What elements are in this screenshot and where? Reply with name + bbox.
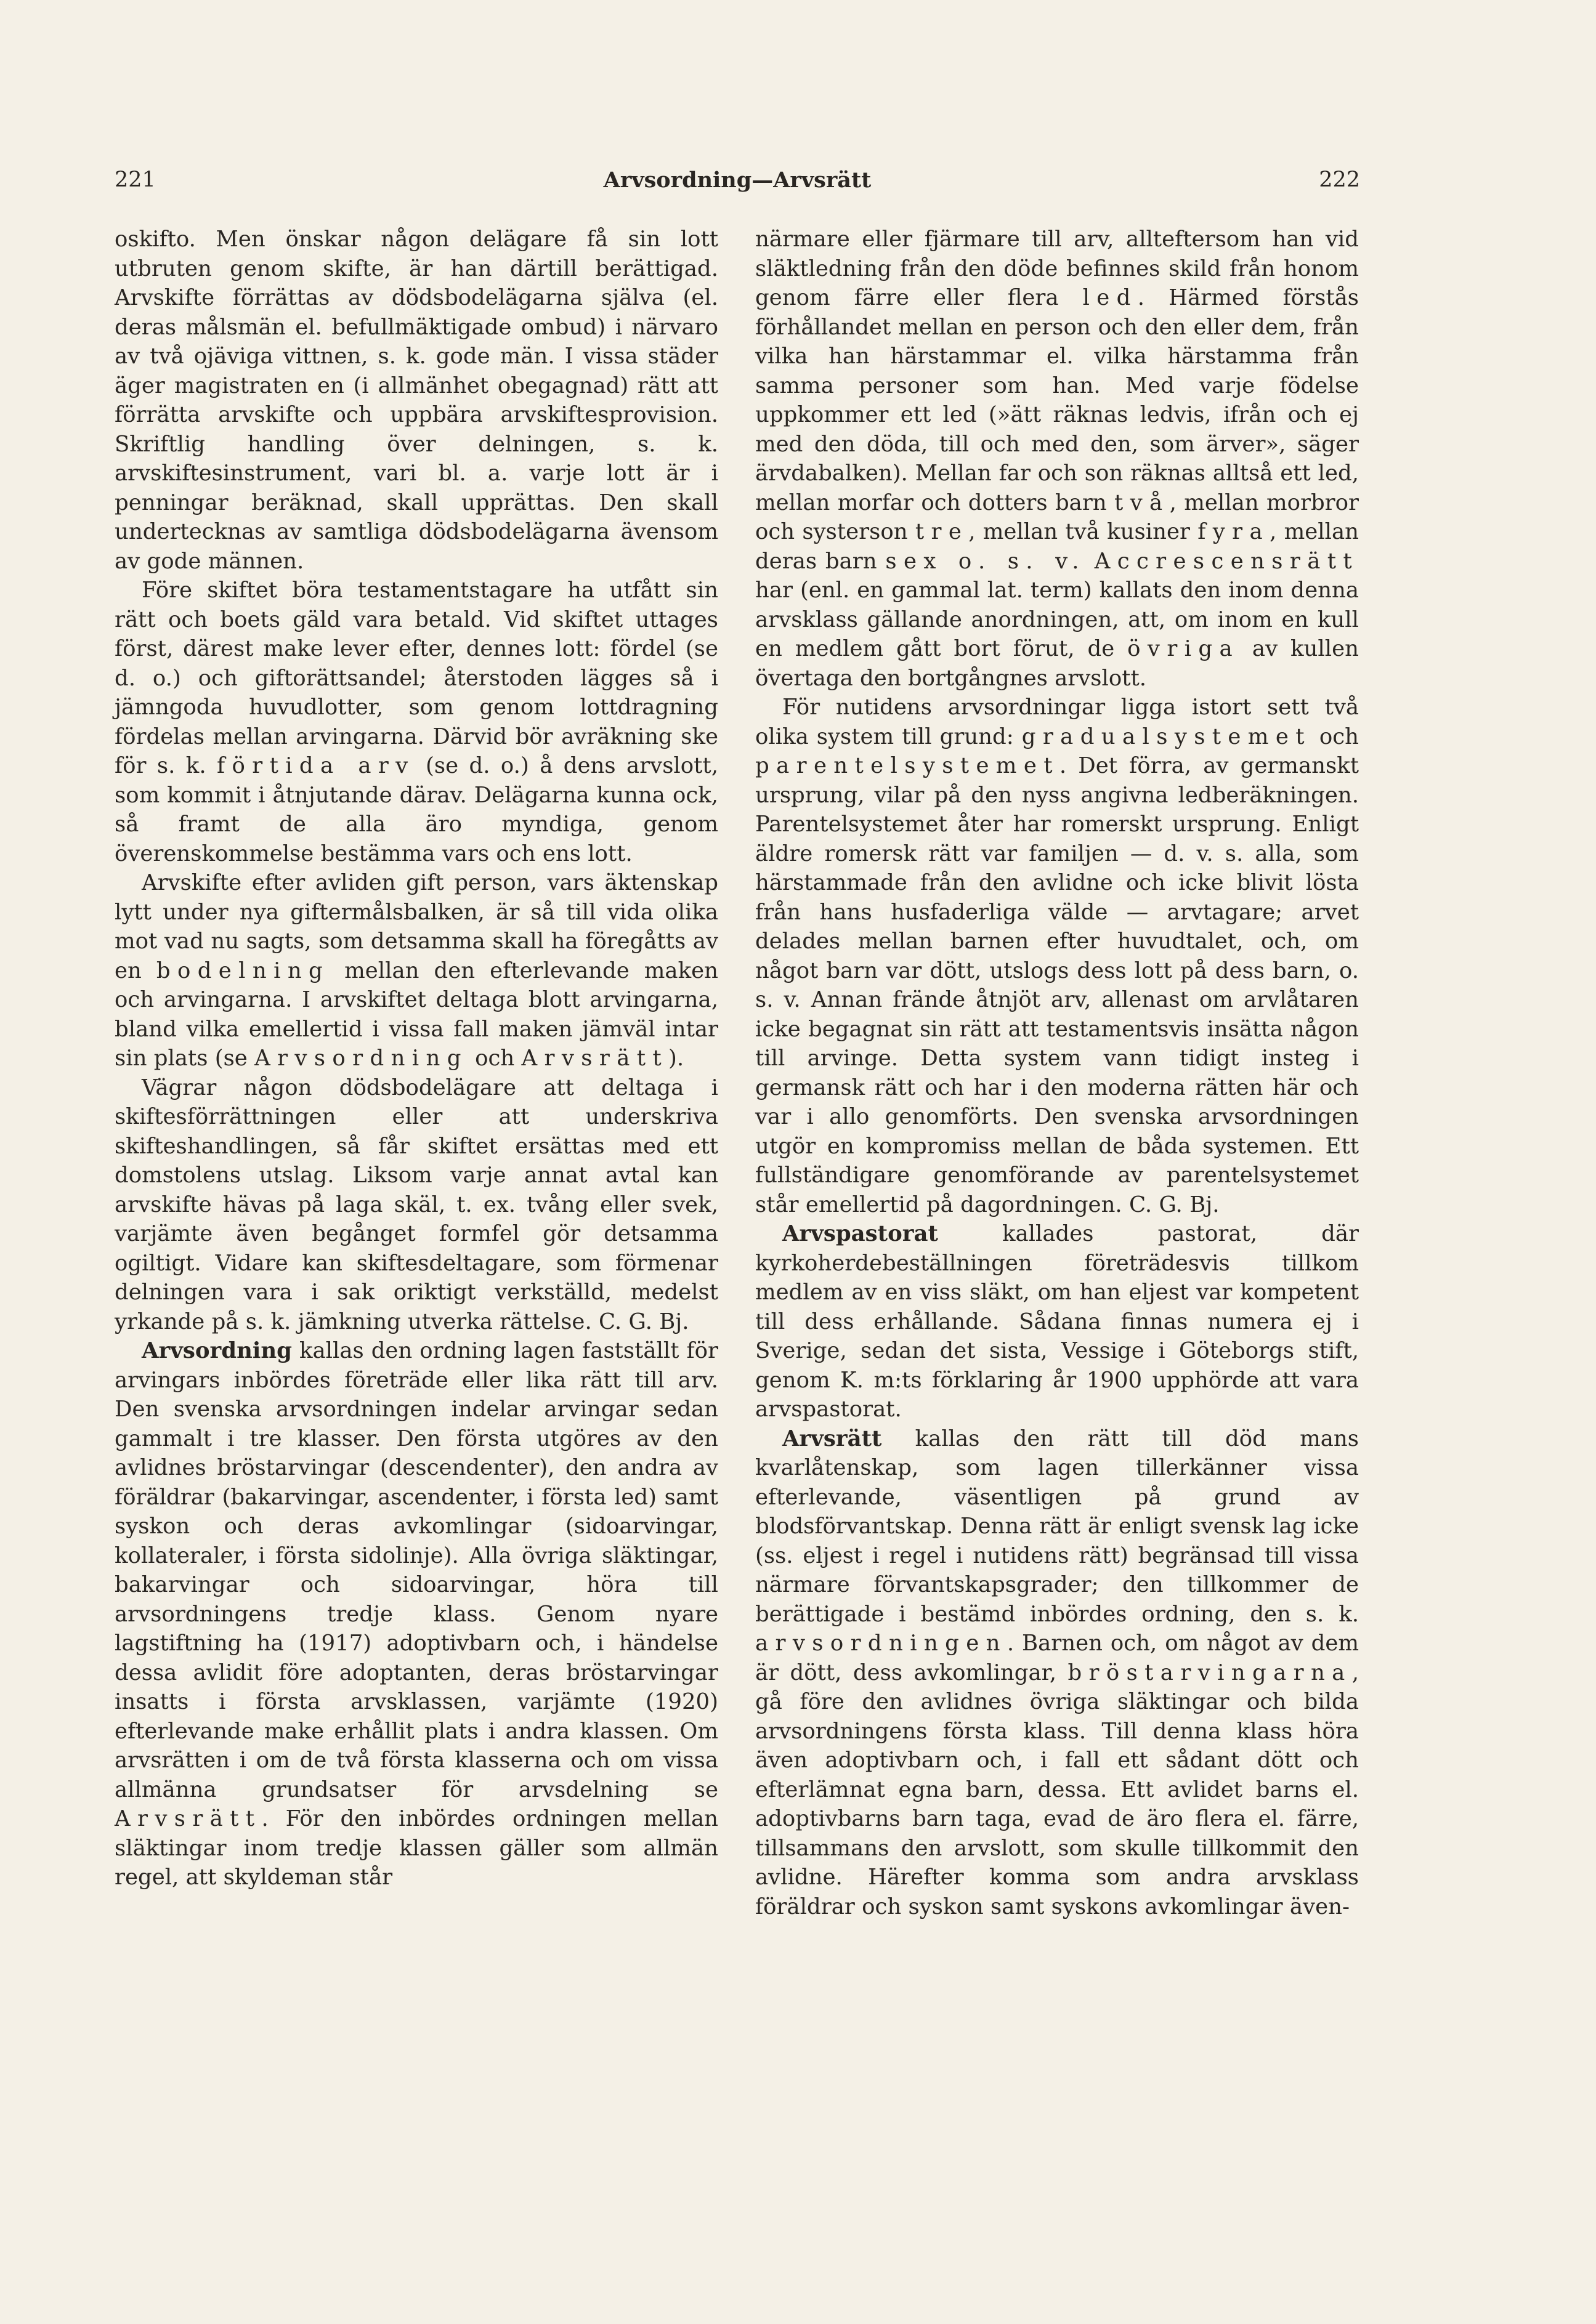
text: (se d. o.) å dens arvslott, som kommit i åtnjutande därav. Delägarna kunna ock, så framt de alla äro myndiga, genom överenskommelse bestämma vars och ens lott. [115, 753, 718, 866]
text: . För den inbördes ordningen mellan släktingar inom tredje klassen gäller som allmän regel, att skyldeman står [115, 1806, 718, 1890]
paragraph [115, 868, 718, 1073]
cross-reference: Arvsrätt [521, 1046, 668, 1071]
text: kallas den rätt till död mans kvarlåtenskap, som lagen tillerkänner vissa efterlevande, väsentligen på grund av blodsförvantskap. Denna rätt är enligt svensk lag icke (ss. eljest i regel i nutidens rätt) begränsad till vissa närmare förvantskapsgrader; den tillkommer de berättigade i bestämd inbördes ordning, den s. k. [755, 1426, 1359, 1627]
entry-arvspastorat [755, 1219, 1359, 1424]
text: . Härmed förstås förhållandet mellan en person och den eller dem, från vilka han härstammar el. vilka härstamma från samma personer som han. Med varje födelse uppkommer ett led (»ätt räknas ledvis, ifrån och ej med den döda, till och med den, som ärver», säger ärvdabalken). Mellan far och son räknas alltså ett led, mellan morfar och dotters barn [755, 285, 1359, 515]
text: av kullen övertaga den bortgångnes arvslott. [755, 636, 1359, 691]
paragraph [755, 225, 1359, 693]
spaced-term: tre [915, 519, 969, 544]
cross-reference: Arvsordning [254, 1046, 468, 1071]
spaced-term: två [1114, 490, 1170, 515]
spaced-term: bröstarvingarna [1067, 1660, 1352, 1685]
paragraph [115, 1073, 718, 1337]
text: kallas den ordning lagen fastställt för arvingars inbördes företräde eller lika rätt till arv. Den svenska arvsordningen indelar arvingar sedan gammalt i tre klasser. Den första utgöres av den avlidnes bröstarvingar (descendenter), den andra av föräldrar (bakarvingar, ascendenter, i första led) samt syskon och deras avkomlingar (sidoarvingar, kollateraler, i första sidolinje). Alla övriga släktingar, bakarvingar och sidoarvingar, höra till arvsordningens tredje klass. Genom nyare lagstiftning ha (1917) adoptivbarn och, i händelse dessa avlidit före adoptanten, deras bröstarvingar insatts i första arvsklassen, varjämte (1920) efterlevande make erhållit plats i andra klassen. Om arvsrätten i om de två första klasserna och om vissa allmänna grundsatser för arvsdelning se [115, 1338, 718, 1802]
text: , mellan två kusiner [968, 519, 1190, 544]
running-title: Arvsordning—Arvsrätt [603, 167, 872, 193]
text: . Det förra, av germanskt ursprung, vilar på den nyss angivna ledberäkningen. Parentelsystemet åter har romerskt ursprung. Enligt äldre romersk rätt var familjen — d. v. s. alla, som härstammade från den avlidne och icke blivit lösta från hans husfaderliga välde — arvtagare; arvet delades mellan barnen efter huvudtalet, och, om något barn var dött, utslogs dess lott på dess barn, o. s. v. Annan frände åtnjöt arv, allenast om arvlåtaren icke begagnat sin rätt att testamentsvis insätta någon till arvinge. Detta system vann tidigt insteg i germansk rätt och har i den moderna rätten här och var i allo genomförts. Den svenska arvsordningen utgör en kompromiss mellan de båda systemen. Ett fullständigare genomförande av parentelsystemet står emellertid på dagordningen. C. G. Bj. [755, 753, 1359, 1217]
text: och [1319, 724, 1359, 749]
spaced-term: Accrescensrätt [1094, 548, 1359, 574]
text: mellan den efterlevande maken och arvingarna. I arvskiftet deltaga blott arvingarna, bland vilka emellertid i vissa fall maken jämväl intar sin plats (se [115, 958, 718, 1071]
entry-arvsordning [115, 1336, 718, 1892]
paragraph [755, 693, 1359, 1219]
page-number-right: 222 [1319, 167, 1360, 192]
left-column [115, 225, 718, 1892]
text: , gå före den avlidnes övriga släktingar och bilda arvsordningens första klass. Till denna klass höra även adoptivbarn och, i fall ett sådant dött och efterlämnat egna barn, dessa. Ett avlidet barns el. adoptivbarns barn taga, evad de äro flera el. färre, tillsammans den arvslott, som skulle tillkommit den avlidne. Härefter komma som andra arvsklass föräldrar och syskon samt syskons avkomlingar även- [755, 1660, 1359, 1919]
spaced-term: fyra [1197, 519, 1270, 544]
spaced-term: led [1082, 285, 1138, 310]
entry-arvsratt [755, 1424, 1359, 1922]
entry-headword: Arvsordning [142, 1338, 292, 1363]
entry-headword: Arvspastorat [782, 1221, 938, 1246]
spaced-term: övriga [1127, 636, 1239, 661]
cross-reference: Arvsrätt [115, 1806, 262, 1831]
spaced-term: gradualsystemet [1021, 724, 1311, 749]
text: har (enl. en gammal lat. term) kallats den inom denna arvsklass gällande anordningen, att, om inom en kull en medlem gått bort förut, de [755, 578, 1359, 661]
running-header [115, 167, 1360, 207]
text: Vägrar någon dödsbodelägare att deltaga i skiftesförrättningen eller att underskriva skifteshandlingen, så får skiftet ersättas med ett domstolens utslag. Liksom varje annat avtal kan arvskifte hävas på laga skäl, t. ex. tvång eller svek, varjämte även begånget formfel gör detsamma ogiltigt. Vidare kan skiftesdeltagare, som förmenar delningen vara i sak oriktigt verkställd, medelst yrkande på s. k. jämkning utverka rättelse. C. G. Bj. [115, 1075, 718, 1334]
text: , mellan deras barn [755, 519, 1359, 574]
entry-headword: Arvsrätt [782, 1426, 882, 1451]
spaced-term: arvsordningen [755, 1631, 1007, 1656]
text: , mellan morbror och systerson [755, 490, 1359, 544]
text: Arvskifte efter avliden gift person, vars äktenskap lytt under nya giftermålsbalken, är så till vida olika mot vad nu sagts, som detsamma skall ha föregåtts av en [115, 870, 718, 983]
spaced-term: parentelsystemet [755, 753, 1059, 778]
spaced-term: förtida arv [217, 753, 415, 778]
paragraph [115, 225, 718, 576]
paragraph [115, 576, 718, 868]
text: För nutidens arvsordningar ligga istort sett två olika system till grund: [755, 695, 1359, 749]
right-column [755, 225, 1359, 1921]
text: och [475, 1046, 515, 1071]
text: närmare eller fjärmare till arv, allteftersom han vid släktledning från den döde befinnes skild från honom genom färre eller flera [755, 227, 1359, 310]
spaced-term: bodelning [156, 958, 330, 983]
text: ). [668, 1046, 684, 1071]
page-number-left: 221 [115, 167, 156, 192]
text: . Barnen och, om något av dem är dött, dess avkomlingar, [755, 1631, 1359, 1685]
text: oskifto. Men önskar någon delägare få sin lott utbruten genom skifte, är han därtill berättigad. Arvskifte förrättas av dödsbodelägarna själva (el. deras målsmän el. befullmäktigade ombud) i närvaro av två ojäviga vittnen, s. k. gode män. I vissa städer äger magistraten en (i allmänhet obegagnad) rätt att förrätta arvskifte och uppbära arvskiftesprovision. Skriftlig handling över delningen, s. k. arvskiftesinstrument, vari bl. a. varje lott är i penningar beräknad, skall upprättas. Den skall undertecknas av samtliga dödsbodelägarna ävensom av gode männen. [115, 227, 718, 574]
text: Före skiftet böra testamentstagare ha utfått sin rätt och boets gäld vara betald. Vid skiftet uttages först, därest make lever efter, dennes lott: fördel (se d. o.) och giftorättsandel; återstoden lägges så i jämngoda huvudlotter, som genom lottdragning fördelas mellan arvingarna. Därvid bör avräkning ske för s. k. [115, 578, 718, 778]
text: kallades pastorat, där kyrkoherdebeställningen företrädesvis tillkom medlem av en viss släkt, om han eljest var kompetent till dess erhållande. Sådana finnas numera ej i Sverige, sedan det sista, Vessige i Göteborgs stift, genom K. m:ts förklaring år 1900 upphörde att vara arvspastorat. [755, 1221, 1359, 1422]
spaced-term: sex o. s. v. [885, 548, 1086, 574]
